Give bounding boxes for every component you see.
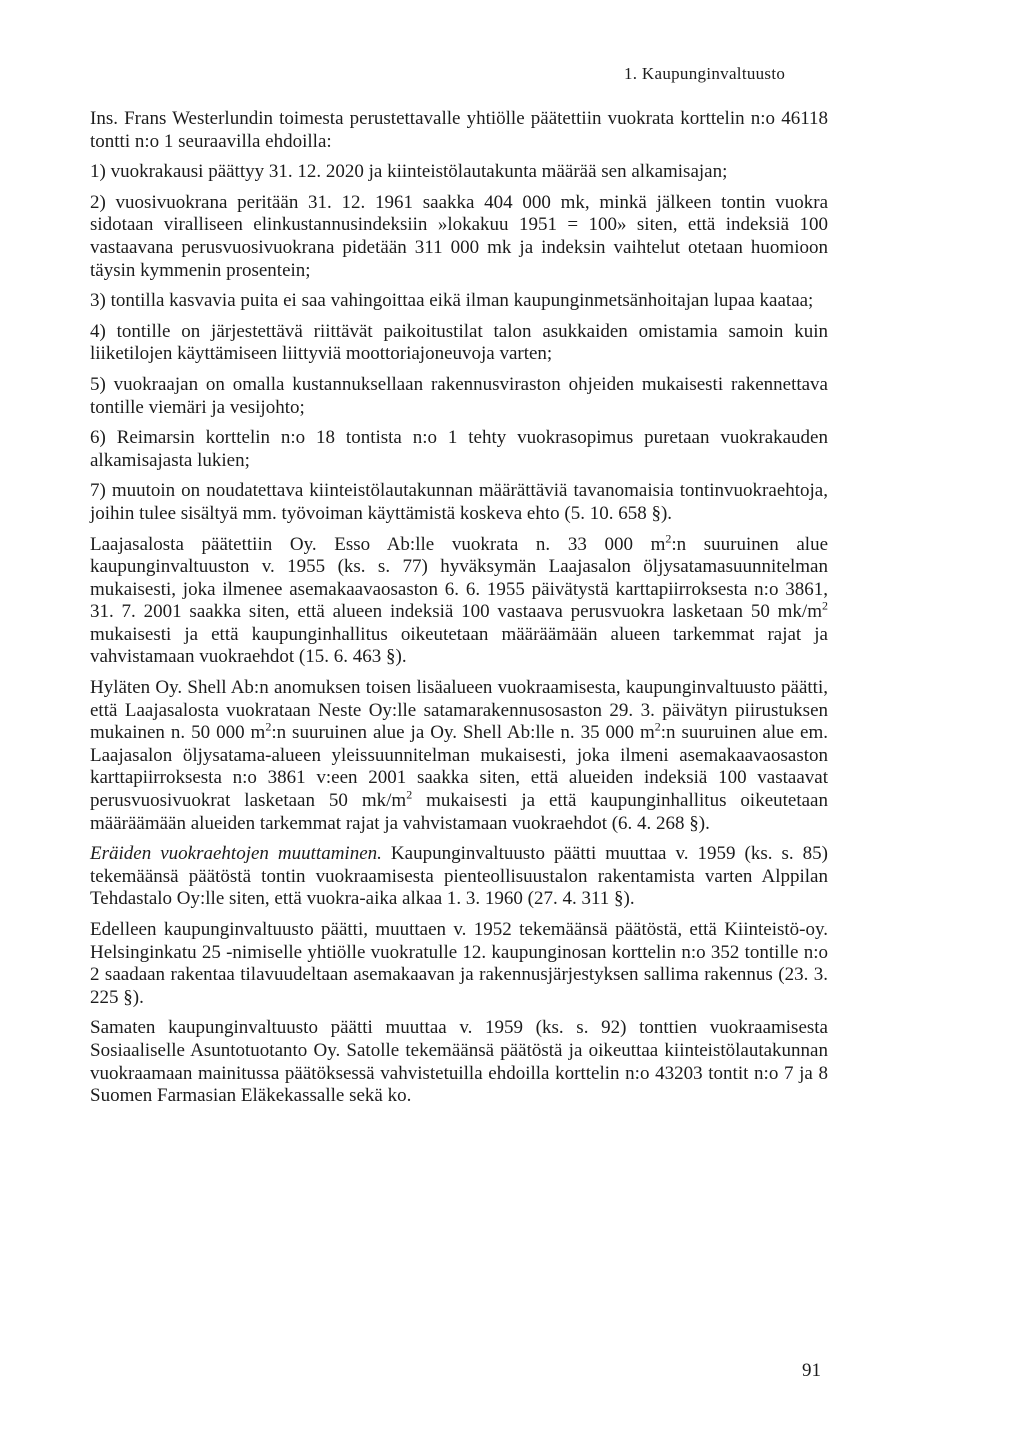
running-header: 1. Kaupunginvaltuusto — [624, 64, 786, 83]
paragraph-esso-lease — [90, 531, 828, 670]
condition-item-5: 5) vuokraajan on omalla kustannuksellaan rakennusviraston ohjeiden mukaisesti rakennettava tontille viemäri ja vesijohto; — [90, 373, 828, 418]
paragraph-shell-text-b: :n suuruinen alue ja Oy. Shell Ab:lle n. 35 000 m — [271, 722, 655, 744]
superscript-square: 2 — [665, 531, 672, 546]
paragraph-sato: Samaten kaupunginvaltuusto päätti muuttaa v. 1959 (ks. s. 92) tonttien vuokraamisesta Sosiaaliselle Asuntotuotanto Oy. Satolle tekemäänsä päätöstä ja oikeuttaa kiinteistölautakunnan vuokraamaan mainitussa päätöksessä vahvistetuilla ehdoilla korttelin n:o 43203 tontit n:o 7 ja 8 Suomen Farmasian Eläkekassalle sekä ko. — [90, 1017, 828, 1107]
condition-item-7: 7) muutoin on noudatettava kiinteistölautakunnan määrättäviä tavanomaisia tontinvuokraehtoja, joihin tulee sisältyä mm. työvoiman käyttämistä koskeva ehto (5. 10. 658 §). — [90, 480, 828, 524]
condition-item-6: 6) Reimarsin korttelin n:o 18 tontista n:o 1 tehty vuokrasopimus puretaan vuokrakauden alkamisajasta lukien; — [90, 427, 828, 471]
superscript-square: 2 — [654, 719, 661, 734]
paragraph-lease-terms-change — [90, 843, 828, 911]
page-number: 91 — [802, 1360, 821, 1381]
paragraph-esso-text-c: mukaisesti ja että kaupunginhallitus oikeutetaan määräämään alueen tarkemmat rajat ja vahvistamaan vuokraehdot (15. 6. 463 §). — [90, 623, 828, 668]
paragraph-helsinginkatu: Edelleen kaupunginvaltuusto päätti, muuttaen v. 1952 tekemäänsä päätöstä, että Kiinteistö-oy. Helsinginkatu 25 -nimiselle yhtiölle vuokratulle 12. kaupunginosan korttelin n:o 352 tontille n:o 2 saadaan rakentaa tilavuudeltaan asemakaavan ja rakennusjärjestyksen sallima rakennus (23. 3. 225 §). — [90, 919, 828, 1008]
superscript-square: 2 — [822, 598, 828, 613]
superscript-square: 2 — [265, 719, 272, 734]
condition-item-2: 2) vuosivuokrana peritään 31. 12. 1961 saakka 404 000 mk, minkä jälkeen tontin vuokra sidotaan viralliseen elinkustannusindeksiin »lokakuu 1951 = 100» siten, että indeksiä 100 vastaavana perusvuosivuokrana pidetään 311 000 mk ja indeksin vaihtelut otetaan huomioon täysin kymmenin prosentein; — [90, 191, 828, 281]
body-text — [90, 108, 828, 1108]
paragraph-shell-text-d: mukaisesti ja että kaupunginhallitus oikeutetaan määräämään alueiden tarkemmat rajat ja vahvistamaan vuokraehdot (6. 4. 268 §). — [90, 790, 828, 834]
paragraph-esso-text-b: :n suuruinen alue kaupunginvaltuuston v. 1955 (ks. s. 77) hyväksymän Laajasalon öljysatamasuunnitelman mukaisesti, joka ilmenee asemakaavaosaston 6. 6. 1955 päivätystä karttapiirroksesta n:o 3861, 31. 7. 2001 saakka siten, että alueen indeksiä 100 vastaava perusvuokra lasketaan 50 mk/m — [90, 533, 828, 623]
superscript-square: 2 — [406, 787, 413, 802]
paragraph-shell-text-c: :n suuruinen alue em. Laajasalon öljysatama-alueen yleissuunnitelman mukaisesti, joka ilmeni asemakaavaosaston karttapiirroksesta n:o 3861 v:een 2001 saakka siten, että alueiden indeksiä 100 vastaavat perusvuosivuokrat lasketaan 50 mk/m — [90, 722, 828, 812]
paragraph-esso-text-a: Laajasalosta päätettiin Oy. Esso Ab:lle vuokrata n. 33 000 m — [90, 533, 666, 555]
paragraph-shell-neste — [90, 677, 828, 835]
paragraph-westerlund-intro: Ins. Frans Westerlundin toimesta perustettavalle yhtiölle päätettiin vuokrata korttelin n:o 46118 tontti n:o 1 seuraavilla ehdoilla: — [90, 108, 828, 152]
condition-item-4: 4) tontille on järjestettävä riittävät paikoitustilat talon asukkaiden omistamia samoin kuin liiketilojen käyttämiseen liittyviä moottoriajoneuvoja varten; — [90, 320, 828, 365]
paragraph-lease-terms-text: Kaupunginvaltuusto päätti muuttaa v. 1959 (ks. s. 85) tekemäänsä päätöstä tontin vuokraamisesta pienteollisuustalon rakentamista varten Alppilan Tehdastalo Oy:lle siten, että vuokra-aika alkaa 1. 3. 1960 (27. 4. 311 §). — [90, 843, 829, 910]
paragraph-shell-text-a: Hyläten Oy. Shell Ab:n anomuksen toisen lisäalueen vuokraamisesta, kaupunginvaltuusto päätti, että Laajasalosta vuokrataan Neste Oy:lle satamarakennusosaston 29. 3. päivätyn piirustuksen mukainen n. 50 000 m — [90, 677, 828, 744]
condition-item-1: 1) vuokrakausi päättyy 31. 12. 2020 ja kiinteistölautakunta määrää sen alkamisajan; — [90, 161, 728, 183]
section-lead-italic: Eräiden vuokraehtojen muuttaminen. — [90, 843, 382, 865]
condition-item-3: 3) tontilla kasvavia puita ei saa vahingoittaa eikä ilman kaupunginmetsänhoitajan lupaa kaataa; — [90, 290, 814, 312]
